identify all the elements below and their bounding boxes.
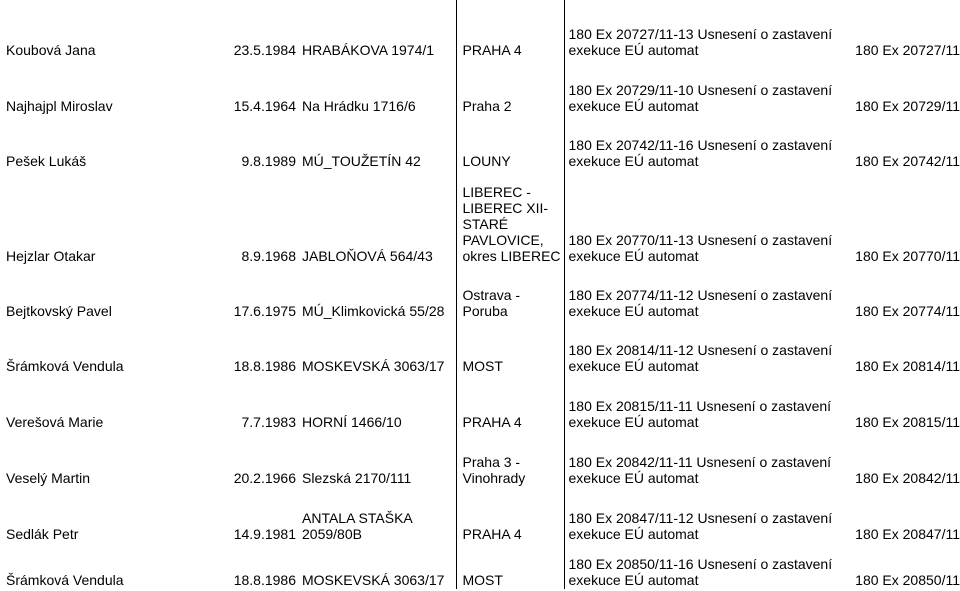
city-cell: MOST	[456, 543, 564, 589]
name-cell: Pešek Lukáš	[6, 153, 87, 169]
address-cell: HRABÁKOVA 1974/1	[302, 42, 435, 58]
date-cell: 8.9.1968	[241, 248, 296, 264]
case-id: 180 Ex 20815/11	[855, 414, 960, 430]
case-id: 180 Ex 20729/11	[855, 98, 960, 114]
case-sub: exekuce EÚ automat	[568, 42, 699, 58]
address-cell: MOSKEVSKÁ 3063/17	[302, 358, 445, 374]
address-cell: Na Hrádku 1716/6	[302, 98, 416, 114]
case-id: 180 Ex 20770/11	[855, 248, 960, 264]
city-cell: PRAHA 4	[456, 487, 564, 543]
name-cell: Bejtkovský Pavel	[6, 303, 112, 319]
case-cell	[564, 115, 960, 170]
address-cell: Slezská 2170/111	[302, 470, 412, 486]
table-row	[0, 487, 960, 543]
date-cell: 9.8.1989	[241, 153, 296, 169]
case-cell	[564, 320, 960, 375]
table-row	[0, 543, 960, 589]
case-cell	[564, 59, 960, 115]
case-id: 180 Ex 20774/11	[855, 303, 960, 319]
date-cell: 23.5.1984	[233, 42, 296, 58]
name-cell: Hejzlar Otakar	[6, 248, 96, 264]
case-sub: exekuce EÚ automat	[568, 303, 699, 319]
table-row	[0, 59, 960, 115]
case-line: 180 Ex 20770/11-13 Usnesení o zastavení	[568, 232, 833, 248]
name-cell: Veselý Martin	[6, 470, 91, 486]
case-cell	[564, 431, 960, 487]
case-line: 180 Ex 20727/11-13 Usnesení o zastavení	[568, 26, 833, 42]
case-id: 180 Ex 20850/11	[855, 572, 960, 588]
case-sub: exekuce EÚ automat	[568, 248, 699, 264]
city-cell: PRAHA 4	[456, 0, 564, 59]
city-cell: LIBEREC - LIBEREC XII-STARÉ PAVLOVICE, okres LIBEREC	[456, 170, 564, 265]
case-line: 180 Ex 20742/11-16 Usnesení o zastavení	[568, 137, 833, 153]
case-cell	[564, 487, 960, 543]
address-cell: JABLOŇOVÁ 564/43	[302, 248, 433, 264]
city-cell: Praha 2	[456, 59, 564, 115]
table-row	[0, 375, 960, 431]
case-sub: exekuce EÚ automat	[568, 153, 699, 169]
city-cell: LOUNY	[456, 115, 564, 170]
name-cell: Šrámková Vendula	[6, 572, 124, 588]
address-cell: ANTALA STAŠKA 2059/80B	[302, 510, 412, 542]
address-cell: MÚ_TOUŽETÍN 42	[302, 153, 421, 169]
case-cell	[564, 265, 960, 320]
date-cell: 15.4.1964	[233, 98, 296, 114]
table-row	[0, 115, 960, 170]
case-sub: exekuce EÚ automat	[568, 526, 699, 542]
case-cell	[564, 375, 960, 431]
name-cell: Koubová Jana	[6, 42, 96, 58]
address-cell: MÚ_Klimkovická 55/28	[302, 303, 445, 319]
case-line: 180 Ex 20774/11-12 Usnesení o zastavení	[568, 287, 833, 303]
case-line: 180 Ex 20814/11-12 Usnesení o zastavení	[568, 342, 833, 358]
table-row	[0, 170, 960, 265]
name-cell: Šrámková Vendula	[6, 358, 124, 374]
case-sub: exekuce EÚ automat	[568, 98, 699, 114]
address-cell: MOSKEVSKÁ 3063/17	[302, 572, 445, 588]
table-row	[0, 320, 960, 375]
case-sub: exekuce EÚ automat	[568, 470, 699, 486]
table-row	[0, 265, 960, 320]
case-id: 180 Ex 20727/11	[855, 42, 960, 58]
case-sub: exekuce EÚ automat	[568, 358, 699, 374]
city-cell: Praha 3 - Vinohrady	[456, 431, 564, 487]
name-cell: Sedlák Petr	[6, 526, 79, 542]
table-row	[0, 0, 960, 59]
case-line: 180 Ex 20847/11-12 Usnesení o zastavení	[568, 510, 833, 526]
case-line: 180 Ex 20850/11-16 Usnesení o zastavení	[568, 556, 833, 572]
city-cell: MOST	[456, 320, 564, 375]
case-line: 180 Ex 20842/11-11 Usnesení o zastavení	[568, 454, 832, 470]
case-line: 180 Ex 20815/11-11 Usnesení o zastavení	[568, 398, 832, 414]
date-cell: 20.2.1966	[233, 470, 296, 486]
date-cell: 18.8.1986	[233, 572, 296, 588]
city-cell: Ostrava - Poruba	[456, 265, 564, 320]
date-cell: 14.9.1981	[233, 526, 296, 542]
table-row	[0, 431, 960, 487]
city-cell: PRAHA 4	[456, 375, 564, 431]
case-cell	[564, 170, 960, 265]
name-cell: Verešová Marie	[6, 414, 104, 430]
address-cell: HORNÍ 1466/10	[302, 414, 402, 430]
case-id: 180 Ex 20842/11	[855, 470, 960, 486]
date-cell: 17.6.1975	[233, 303, 296, 319]
case-line: 180 Ex 20729/11-10 Usnesení o zastavení	[568, 82, 833, 98]
name-cell: Najhajpl Miroslav	[6, 98, 113, 114]
case-sub: exekuce EÚ automat	[568, 414, 699, 430]
case-cell	[564, 0, 960, 59]
case-sub: exekuce EÚ automat	[568, 572, 699, 588]
case-id: 180 Ex 20847/11	[855, 526, 960, 542]
case-id: 180 Ex 20814/11	[855, 358, 960, 374]
date-cell: 18.8.1986	[233, 358, 296, 374]
date-cell: 7.7.1983	[241, 414, 296, 430]
case-cell	[564, 543, 960, 589]
case-id: 180 Ex 20742/11	[855, 153, 960, 169]
